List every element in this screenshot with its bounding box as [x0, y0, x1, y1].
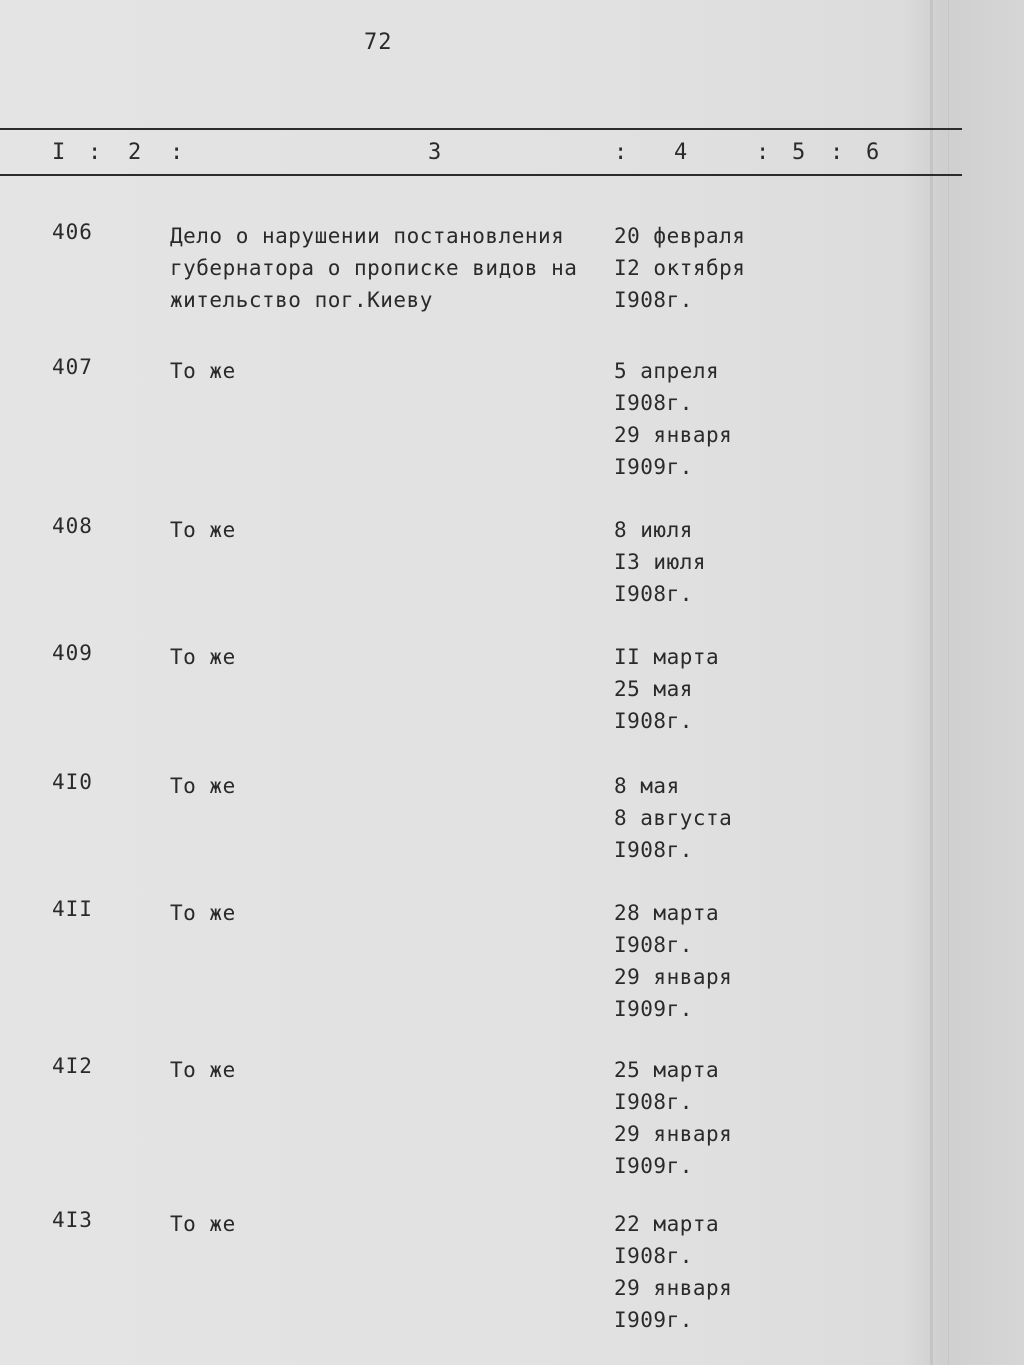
record-number: 4I0 — [52, 770, 93, 794]
page-edge-line — [948, 0, 949, 1365]
column-header-4: 4 — [674, 140, 688, 165]
record-title: То же — [170, 901, 236, 925]
date-line: 25 мая — [614, 677, 693, 701]
record-number: 409 — [52, 641, 93, 665]
date-line: I2 октября — [614, 256, 746, 280]
record-dates — [614, 770, 814, 866]
record-dates — [614, 1054, 814, 1182]
column-header-6: 6 — [866, 140, 880, 165]
record-number: 4I3 — [52, 1208, 93, 1232]
record-number: 4I2 — [52, 1054, 93, 1078]
date-line: 28 марта — [614, 901, 720, 925]
record-title: Дело о нарушении постановления губернатора о прописке видов на жительство пог.Киеву — [170, 224, 578, 312]
date-line: I908г. — [614, 1090, 693, 1114]
date-line: I909г. — [614, 1308, 693, 1332]
column-separator: : — [614, 140, 628, 165]
column-header-1: I — [52, 140, 66, 165]
column-header-3: 3 — [428, 140, 442, 165]
date-line: 29 января — [614, 965, 733, 989]
date-line: 8 июля — [614, 518, 693, 542]
date-line: I909г. — [614, 997, 693, 1021]
record-dates — [614, 514, 814, 610]
record-dates — [614, 355, 814, 483]
date-line: I908г. — [614, 1244, 693, 1268]
date-line: II марта — [614, 645, 720, 669]
date-line: I908г. — [614, 391, 693, 415]
page-number: 72 — [364, 30, 393, 55]
column-separator: : — [830, 140, 844, 165]
record-title: То же — [170, 774, 236, 798]
table-header-top-rule — [0, 128, 962, 130]
column-separator: : — [170, 140, 184, 165]
date-line: I3 июля — [614, 550, 707, 574]
date-line: 22 марта — [614, 1212, 720, 1236]
record-title: То же — [170, 1212, 236, 1236]
date-line: 29 января — [614, 423, 733, 447]
record-title: То же — [170, 518, 236, 542]
date-line: 8 мая — [614, 774, 680, 798]
page-fold-shadow — [930, 0, 933, 1365]
date-line: 5 апреля — [614, 359, 720, 383]
column-header-2: 2 — [128, 140, 142, 165]
date-line: 29 января — [614, 1276, 733, 1300]
record-dates — [614, 1208, 814, 1336]
record-dates — [614, 641, 814, 737]
record-number: 407 — [52, 355, 93, 379]
date-line: 20 февраля — [614, 224, 746, 248]
date-line: I908г. — [614, 709, 693, 733]
record-title: То же — [170, 1058, 236, 1082]
record-title: То же — [170, 645, 236, 669]
table-header-bottom-rule — [0, 174, 962, 176]
date-line: I908г. — [614, 288, 693, 312]
record-number: 408 — [52, 514, 93, 538]
date-line: I909г. — [614, 455, 693, 479]
date-line: 8 августа — [614, 806, 733, 830]
record-number: 4II — [52, 897, 93, 921]
record-dates — [614, 897, 814, 1025]
date-line: I908г. — [614, 582, 693, 606]
record-number: 406 — [52, 220, 93, 244]
record-dates — [614, 220, 814, 316]
column-separator: : — [756, 140, 770, 165]
record-title: То же — [170, 359, 236, 383]
date-line: I908г. — [614, 933, 693, 957]
column-separator: : — [88, 140, 102, 165]
date-line: 29 января — [614, 1122, 733, 1146]
date-line: I909г. — [614, 1154, 693, 1178]
date-line: 25 марта — [614, 1058, 720, 1082]
column-header-5: 5 — [792, 140, 806, 165]
date-line: I908г. — [614, 838, 693, 862]
